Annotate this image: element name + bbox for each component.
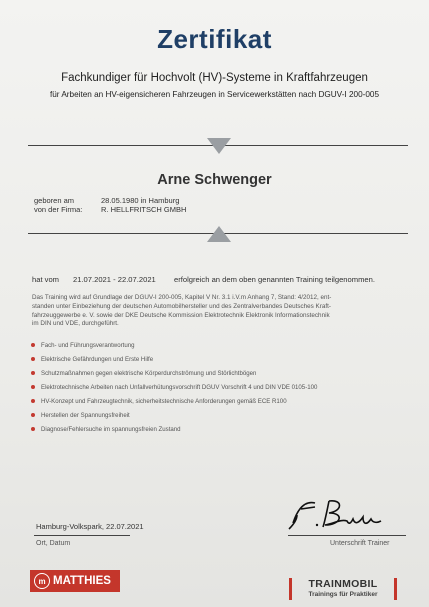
- attended-text: erfolgreich an dem oben genannten Training teilgenommen.: [174, 275, 375, 284]
- trainmobil-logo: TRAINMOBIL Trainings für Praktiker: [289, 578, 397, 600]
- triangle-up-icon: [207, 226, 231, 242]
- place-date-line: [34, 535, 130, 536]
- company-value: R. HELLFRITSCH GMBH: [101, 205, 187, 214]
- certificate-subtitle-detail: für Arbeiten an HV-eigensicheren Fahrzeugen in Servicewerkstätten nach DGUV-I 200-005: [49, 90, 380, 99]
- bullet-icon: [31, 413, 35, 417]
- description-line: fahrzeuggewerbe e. V. sowie der DKE Deutsche Kommission Elektrotechnik Elektronik Informationstechnik: [32, 311, 330, 319]
- participant-name: Arne Schwenger: [157, 172, 272, 188]
- topic-item: Elektrische Gefährdungen und Erste Hilfe: [30, 355, 415, 369]
- matthies-logo: m MATTHIES: [30, 570, 120, 592]
- training-description: [32, 294, 412, 329]
- born-value: 28.05.1980 in Hamburg: [101, 196, 180, 205]
- bullet-icon: [31, 343, 35, 347]
- matthies-mark-icon: m: [34, 573, 50, 589]
- certificate-subtitle: Fachkundiger für Hochvolt (HV)-Systeme in Kraftfahrzeugen: [61, 72, 368, 84]
- company-label: von der Firma:: [34, 205, 83, 214]
- description-line: standen unter Einbeziehung der deutschen Automobilhersteller und des Zentralverbandes Deutsches Kraft-: [32, 302, 331, 310]
- place-date-label: Ort, Datum: [36, 540, 71, 547]
- topic-item: Schutzmaßnahmen gegen elektrische Körperdurchströmung und Störlichtbögen: [30, 369, 415, 383]
- bullet-icon: [31, 357, 35, 361]
- place-date: Hamburg-Volkspark, 22.07.2021: [36, 522, 144, 531]
- bullet-icon: [31, 427, 35, 431]
- topic-item: Herstellen der Spannungsfreiheit: [30, 411, 415, 425]
- bullet-icon: [31, 399, 35, 403]
- training-period: 21.07.2021 - 22.07.2021: [73, 275, 156, 284]
- description-line: Das Training wird auf Grundlage der DGUV-I 200-005, Kapitel V Nr. 3.1 i.V.m Anhang 7, Stand: 4/2012, ent-: [32, 294, 332, 301]
- trainer-label: Unterschrift Trainer: [330, 540, 390, 547]
- topic-list: [30, 341, 415, 439]
- signature-line: [288, 535, 406, 536]
- bullet-icon: [31, 371, 35, 375]
- trainer-signature: [285, 495, 385, 540]
- certificate-title: Zertifikat: [157, 24, 272, 54]
- description-line: im DIN und VDE, durchgeführt.: [32, 320, 119, 328]
- triangle-down-icon: [207, 138, 231, 154]
- topic-item: HV-Konzept und Fahrzeugtechnik, sicherheitstechnische Anforderungen gemäß ECE R100: [30, 397, 415, 411]
- bullet-icon: [31, 385, 35, 389]
- attended-label: hat vom: [32, 275, 60, 284]
- born-label: geboren am: [34, 196, 75, 205]
- topic-item: Diagnose/Fehlersuche im spannungsfreien Zustand: [30, 425, 415, 439]
- topic-item: Elektrotechnische Arbeiten nach Unfallverhütungsvorschrift DGUV Vorschrift 4 und DIN VDE 0105-100: [30, 383, 415, 397]
- topic-item: Fach- und Führungsverantwortung: [30, 341, 415, 355]
